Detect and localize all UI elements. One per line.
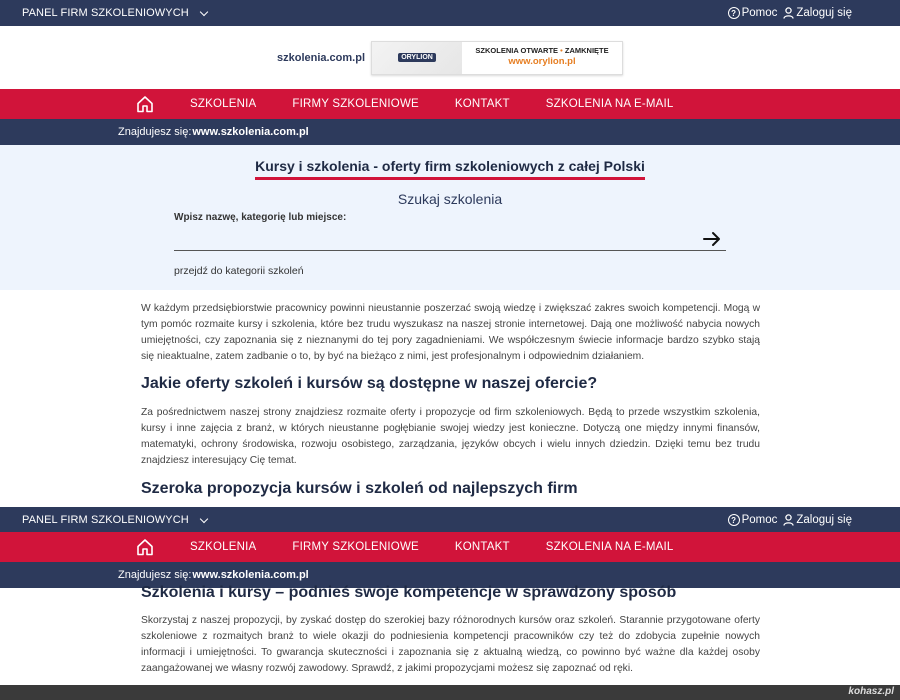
banner-line1 xyxy=(475,46,608,56)
sticky-help-label: Pomoc xyxy=(741,514,778,526)
competences-paragraph-wrap xyxy=(141,613,760,677)
orylion-logo xyxy=(372,42,462,74)
heading-competences-wrap xyxy=(141,584,760,602)
main-nav xyxy=(0,89,900,119)
sticky-login-link[interactable] xyxy=(783,514,852,526)
intro-paragraph: W każdym przedsiębiorstwie pracownicy powinni nieustannie poszerzać swoją wiedzę i zwiększać zakres swoich kompetencji. Mogą w tym pomóc rozmaite kursy i szkolenia, które bez trudu wyszukasz na naszej stronie internetowej. Dają one możliwość nabycia nowych umiejętności, czy zapoznania się z nieznanymi do tej pory zagadnieniami. We współczesnym świecie informacje bardzo szybko stają się nieaktualne, zatem zadbanie o to, by być na bieżąco z nimi, jest profesjonalnym i odpowiednim działaniem. xyxy=(141,303,760,362)
category-link[interactable]: przejdź do kategorii szkoleń xyxy=(174,265,304,277)
chevron-down-icon xyxy=(200,7,208,15)
nav-firmy-szkoleniowe[interactable]: FIRMY SZKOLENIOWE xyxy=(292,98,419,110)
help-link[interactable] xyxy=(728,7,778,19)
banner-line1b: ZAMKNIĘTE xyxy=(564,46,609,56)
login-label: Zaloguj się xyxy=(796,7,852,19)
search-hero xyxy=(0,145,900,290)
nav-szkolenia[interactable]: SZKOLENIA xyxy=(190,98,257,110)
sticky-top-bar xyxy=(0,507,900,533)
sticky-help-link[interactable] xyxy=(728,514,778,526)
sticky-breadcrumb-prefix: Znajdujesz się: xyxy=(118,569,192,581)
user-icon xyxy=(783,514,794,526)
top-bar-actions xyxy=(728,7,852,19)
site-header xyxy=(0,26,900,90)
intro-paragraph-wrap xyxy=(141,301,760,365)
hero-title-wrap xyxy=(0,158,900,180)
search-label: Wpisz nazwę, kategorię lub miejsce: xyxy=(174,212,347,223)
panel-dropdown[interactable] xyxy=(22,7,207,19)
sticky-nav-szkolenia-email[interactable]: SZKOLENIA NA E-MAIL xyxy=(545,541,674,553)
sticky-top-bar-actions xyxy=(728,514,852,526)
sticky-panel-dropdown[interactable] xyxy=(22,514,207,526)
search-input[interactable] xyxy=(174,227,726,251)
home-icon[interactable] xyxy=(136,538,154,556)
sticky-nav-kontakt[interactable]: KONTAKT xyxy=(454,541,510,553)
site-brand[interactable]: szkolenia.com.pl xyxy=(276,51,366,64)
sticky-panel-label: PANEL FIRM SZKOLENIOWYCH xyxy=(22,514,189,526)
heading-offers: Jakie oferty szkoleń i kursów są dostępne w naszej ofercie? xyxy=(141,375,598,392)
offers-paragraph: Za pośrednictwem naszej strony znajdziesz rozmaite oferty i propozycje od firm szkoleniowych. Będą to przede wszystkim szkolenia, kursy i inne zajęcia z branż, w których nieustanne pogłębianie swojej wiedzy jest konieczne. Dotyczą one między innymi finansów, matematyki, ochrony środowiska, rozwoju osobistego, zarządzania, języków obcych i wielu innych dziedzin. Dzięki temu bez trudu znajdziesz interesujący Cię temat. xyxy=(141,407,760,466)
help-label: Pomoc xyxy=(741,7,778,19)
sticky-nav-firmy-szkoleniowe[interactable]: FIRMY SZKOLENIOWE xyxy=(292,541,419,553)
heading-competences: Szkolenia i kursy – podnieś swoje kompetencje w sprawdzony sposób xyxy=(141,584,677,601)
banner-url: www.orylion.pl xyxy=(508,56,576,68)
sticky-login-label: Zaloguj się xyxy=(796,514,852,526)
search-heading: Szukaj szkolenia xyxy=(397,191,503,207)
help-icon: ? xyxy=(728,7,740,19)
orylion-logo-text: ORYLION xyxy=(398,53,436,62)
home-icon[interactable] xyxy=(136,95,154,113)
chevron-down-icon xyxy=(200,514,208,522)
breadcrumb xyxy=(0,119,900,145)
watermark: kohasz.pl xyxy=(848,686,894,697)
competences-paragraph: Skorzystaj z naszej propozycji, by zyskać dostęp do szerokiej bazy różnorodnych kursów oraz szkoleń. Starannie przygotowane oferty szkoleniowe z rozmaitych branż to wiele okazji do podniesienia kompetencji pracowników czy też do zdobycia zupełnie nowych informacji i umiejętności. To gwarancja skuteczności i zapoznania się z aktualną wiedzą, co powinno być ważne dla każdej osoby zaangażowanej we własny rozwój zawodowy. Sprawdź, z jakimi propozycjami możesz się zapoznać od ręki. xyxy=(141,615,760,674)
bottom-strip xyxy=(0,685,900,700)
arrow-right-icon[interactable] xyxy=(702,229,722,249)
banner-text xyxy=(462,46,622,68)
heading-wide-offer: Szeroka propozycja kursów i szkoleń od najlepszych firm xyxy=(141,480,578,497)
panel-label: PANEL FIRM SZKOLENIOWYCH xyxy=(22,7,189,19)
user-icon xyxy=(783,7,794,19)
heading-wide-offer-wrap xyxy=(141,480,760,498)
sticky-breadcrumb-current[interactable]: www.szkolenia.com.pl xyxy=(192,569,309,581)
page-title: Kursy i szkolenia - oferty firm szkoleniowych z całej Polski xyxy=(255,158,645,180)
top-bar xyxy=(0,0,900,26)
heading-offers-wrap xyxy=(141,375,760,393)
sticky-nav-szkolenia[interactable]: SZKOLENIA xyxy=(190,541,257,553)
nav-kontakt[interactable]: KONTAKT xyxy=(454,98,510,110)
offers-paragraph-wrap xyxy=(141,405,760,469)
sticky-main-nav xyxy=(0,532,900,562)
banner-star: • xyxy=(560,46,563,56)
breadcrumb-current[interactable]: www.szkolenia.com.pl xyxy=(192,126,309,138)
banner-line1a: SZKOLENIA OTWARTE xyxy=(475,46,559,56)
orylion-banner[interactable] xyxy=(371,41,623,75)
nav-szkolenia-email[interactable]: SZKOLENIA NA E-MAIL xyxy=(545,98,674,110)
help-icon: ? xyxy=(728,514,740,526)
breadcrumb-prefix: Znajdujesz się: xyxy=(118,126,192,138)
login-link[interactable] xyxy=(783,7,852,19)
